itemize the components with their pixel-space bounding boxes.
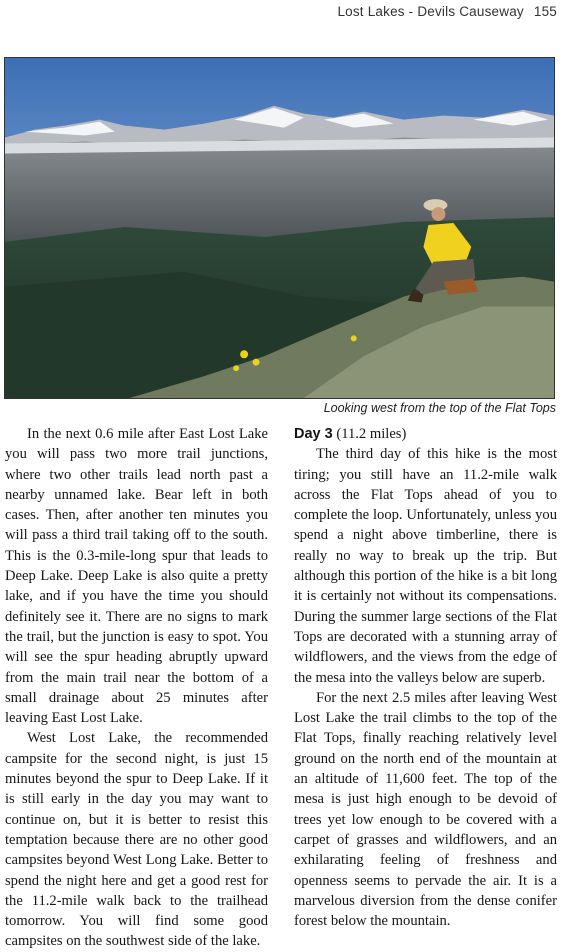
landscape-photo — [4, 57, 555, 399]
page-number: 155 — [533, 4, 557, 19]
body-paragraph: For the next 2.5 miles after leaving West Lost Lake the trail climbs to the top of the Flat Tops, finally reaching relatively level ground on the north end of the mountain at an altitude of 11,600 feet. The top of the mesa is just high enough to be devoid of trees yet low enough to be covered with a carpet of grasses and wildflowers, and an exhilarating feeling of freshness and openness seems to pervade the air. It is a marvelous diversion from the dense conifer forest below the mountain. — [294, 689, 557, 930]
day-heading — [294, 424, 557, 444]
body-paragraph: In the next 0.6 mile after East Lost Lake you will pass two more trail junctions, where two other trails lead north past a nearby unnamed lake. Bear left in both cases. Then, after another ten minutes you will pass a third trail taking off to the south. This is the 0.3-mile-long spur that leads to Deep Lake. Deep Lake is also quite a pretty lake, and if you have the time you should definitely see it. There are no signs to mark the trail, but the junction is easy to spot. You will see the spur heading abruptly upward from the main trail near the bottom of a small drainage about 25 minutes after leaving East Lost Lake. — [5, 426, 268, 727]
day-heading-label: Day 3 — [294, 426, 333, 442]
right-column — [294, 424, 557, 931]
body-paragraph: West Lost Lake, the recommended campsite for the second night, is just 15 minutes beyond the spur to Deep Lake. If it is still early in the day you may want to continue on, but it is better to resist this temptation because there are no other good campsites beyond West Long Lake. Better to spend the night here and get a good rest for the 11.2-mile walk back to the trailhead tomorrow. You will find some good campsites on the southwest side of the lake. — [5, 730, 268, 950]
photo-caption: Looking west from the top of the Flat Tops — [323, 401, 556, 415]
wildflower — [240, 350, 248, 358]
body-paragraph: The third day of this hike is the most tiring; you still have an 11.2-mile walk across the Flat Tops ahead of you to complete the loop. Unfortunately, unless you spend a night above timberline, there is really no way to break up the trip. But although this portion of the hike is a bit long it is certainly not without its compensations. During the summer large sections of the Flat Tops are decorated with a stunning array of wildflowers, and the views from the edge of the mesa into the valleys below are superb. — [294, 446, 557, 686]
wildflower — [233, 365, 239, 371]
day-distance: (11.2 miles) — [336, 426, 407, 442]
wildflower — [253, 359, 260, 366]
left-column — [5, 424, 268, 952]
hiker-head — [431, 207, 445, 221]
running-title: Lost Lakes - Devils Causeway — [337, 4, 524, 19]
photo-illustration — [5, 58, 554, 398]
wildflower — [351, 335, 357, 341]
running-header — [337, 4, 557, 19]
